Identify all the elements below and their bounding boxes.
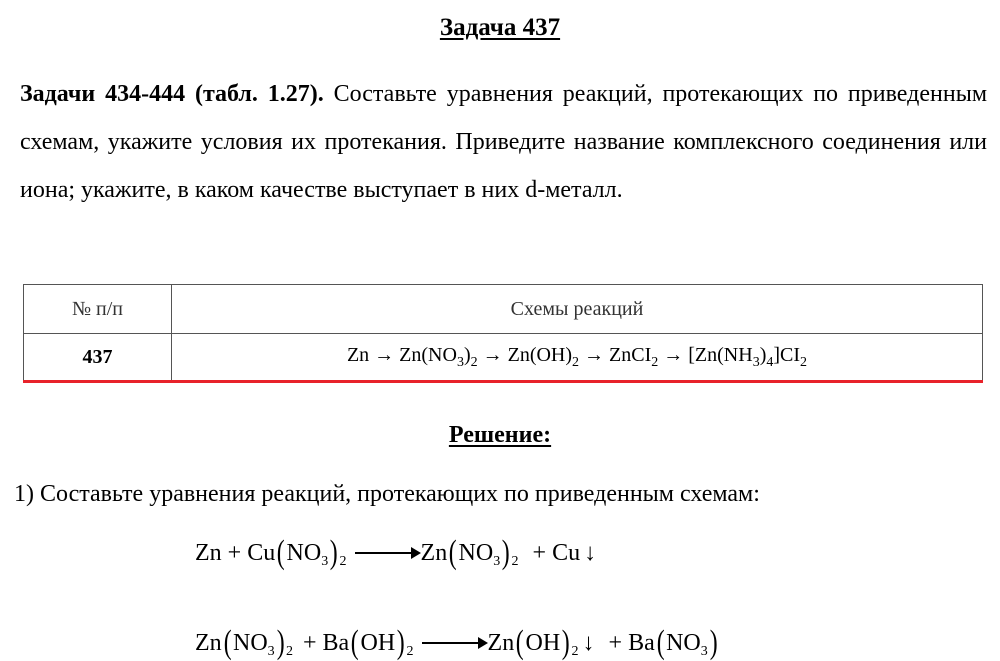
solution-heading: Решение: (448, 422, 552, 448)
task-statement (20, 70, 987, 214)
table-header-row (24, 285, 983, 334)
header-number: № п/п (24, 285, 172, 334)
reaction-arrow (355, 552, 419, 554)
task-text: Составьте уравнения реакций, протекающих по приведенным схемам, укажите условия их протекания. Приведите название комплексного соединения или иона; укажите, в каком качестве выступает в них d-металл. (20, 81, 987, 203)
row-number: 437 (24, 334, 172, 381)
task-range-label: Задачи 434-444 (табл. 1.27). (20, 81, 324, 107)
header-schemes: Схемы реакций (172, 285, 983, 334)
reaction-arrow (422, 642, 486, 644)
precipitate-arrow-icon: ↓ (584, 539, 597, 566)
task-title: Задача 437 (439, 14, 561, 41)
reactions-table (23, 284, 983, 381)
equation-2: Zn ( NO 3 ) 2 + Ba ( OH ) 2 Zn ( OH ) 2 ↓ + Ba ( NO 3 ) (195, 624, 718, 661)
red-divider (23, 380, 983, 383)
equation-1: Zn + Cu ( NO 3 ) 2 Zn ( NO 3 ) 2 + Cu ↓ (195, 534, 597, 571)
table-row (24, 334, 983, 381)
step-1-text: 1) Составьте уравнения реакций, протекающих по приведенным схемам: (14, 481, 760, 507)
reaction-scheme: $Zn \to Zn(NO_3)_2 \to Zn(OH)_2$ → ZnCI$_2$ → $[Zn(NH_3)_4]CI_2$ (172, 334, 983, 381)
precipitate-arrow-icon: ↓ (582, 629, 595, 656)
